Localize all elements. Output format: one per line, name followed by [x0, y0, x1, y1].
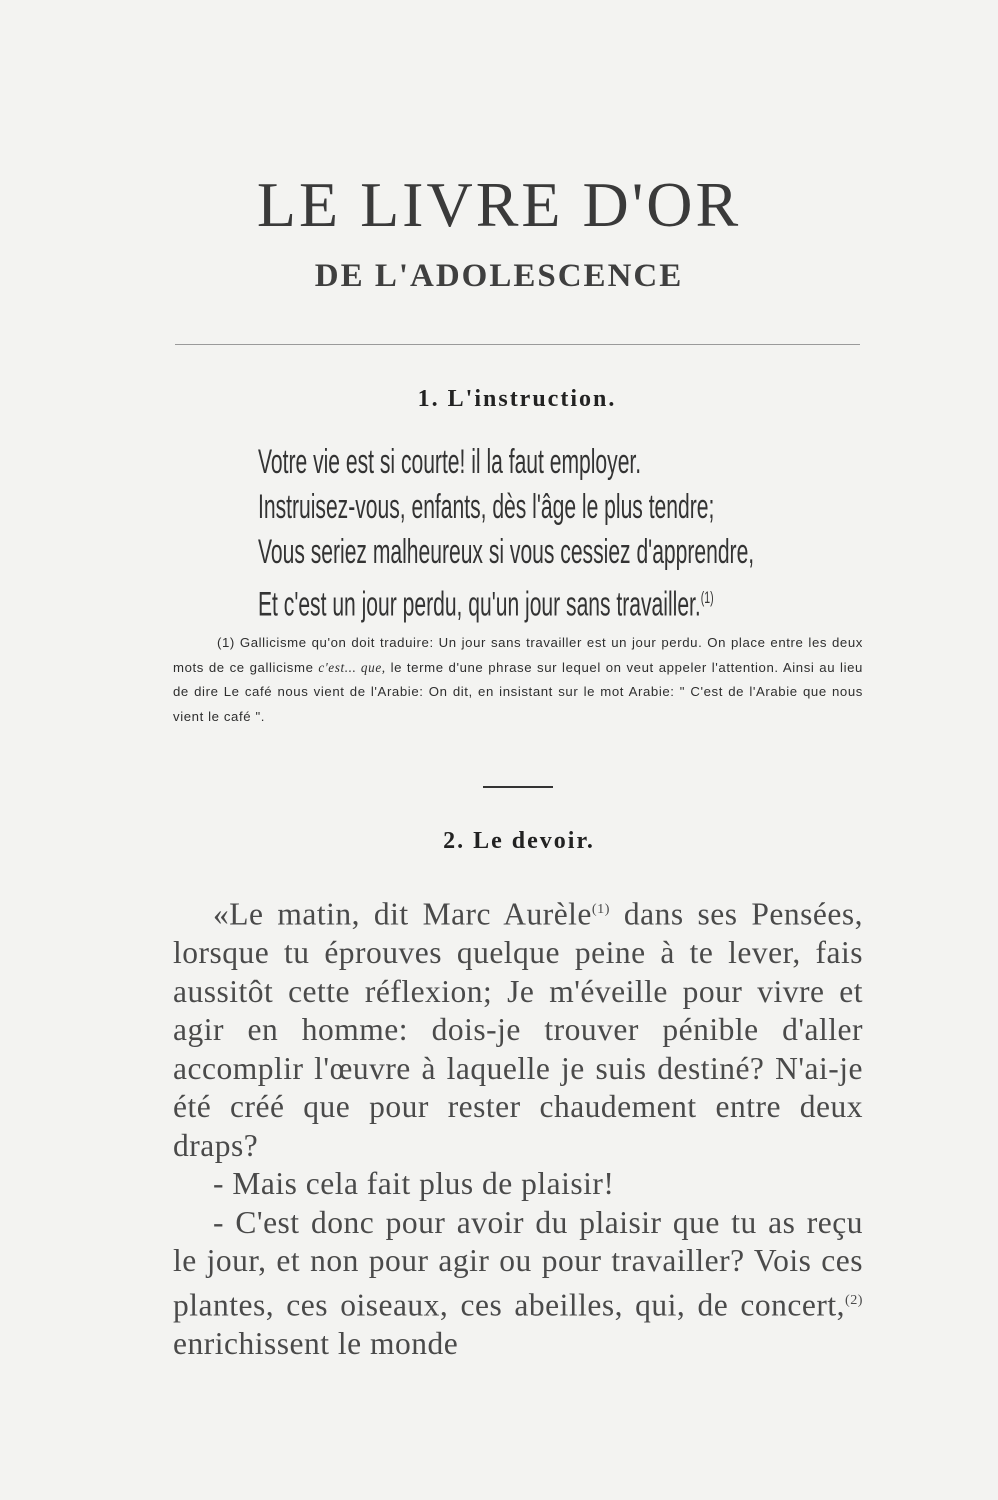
poem-line-text: Et c'est un jour perdu, qu'un jour sans travailler.: [258, 585, 701, 624]
paragraph-text: - C'est donc pour avoir du plaisir que tu as reçu le jour, et non pour agir ou pour travailler? Vois ces plantes, ces oiseaux, ces abeilles, qui, de concert,: [173, 1204, 863, 1322]
paragraph-text: «Le matin, dit Marc Aurèle: [213, 896, 592, 932]
footnote-text: le terme d'une phrase sur lequel on veut appeler l'attention. Ainsi au lieu de dire Le café nous vient de l'Arabie: On dit, en insistant sur le mot Arabie: " C'est de l'Arabie que nous vient le café ".: [173, 659, 863, 724]
section-heading-instruction: 1. L'instruction.: [417, 386, 617, 412]
poem-line: Vous seriez malheureux si vous cessiez d'apprendre,: [258, 533, 755, 571]
poem-line: Instruisez-vous, enfants, dès l'âge le plus tendre;: [258, 488, 715, 526]
prose: [173, 890, 863, 1363]
book-title: LE LIVRE D'OR: [256, 169, 742, 240]
paragraph: - Mais cela fait plus de plaisir!: [213, 1166, 615, 1201]
footnote: [173, 631, 863, 729]
footnote-marker: (1): [591, 901, 610, 917]
book-subtitle: DE L'ADOLESCENCE: [314, 258, 684, 294]
footnote-marker: (1): [700, 588, 714, 607]
paragraph: [173, 890, 863, 1165]
paragraph: [173, 1204, 863, 1364]
paragraph-text: enrichissent le monde: [173, 1325, 459, 1361]
poem: [258, 440, 755, 624]
section-heading-devoir: 2. Le devoir.: [443, 828, 595, 854]
footnote-marker: (2): [844, 1291, 863, 1308]
section-divider: [483, 786, 553, 788]
poem-line: [258, 575, 816, 624]
title-divider: [175, 344, 860, 345]
footnote-text: (1) Gallicisme qu'on doit traduire: Un jour sans travailler est un jour perdu. On place entre les deux mots de ce gallicisme: [173, 635, 863, 675]
poem-line: Votre vie est si courte! il la faut employer.: [258, 443, 642, 481]
footnote-italic: c'est... que,: [318, 659, 386, 675]
paragraph-text: dans ses Pensées, lorsque tu éprouves quelque peine à te lever, fais aussitôt cette réflexion; Je m'éveille pour vivre et agir en homme: dois-je trouver pénible d'aller accomplir l'œuvre à laquelle je suis destiné? N'ai-je été créé que pour rester chaudement entre deux draps?: [173, 896, 863, 1163]
